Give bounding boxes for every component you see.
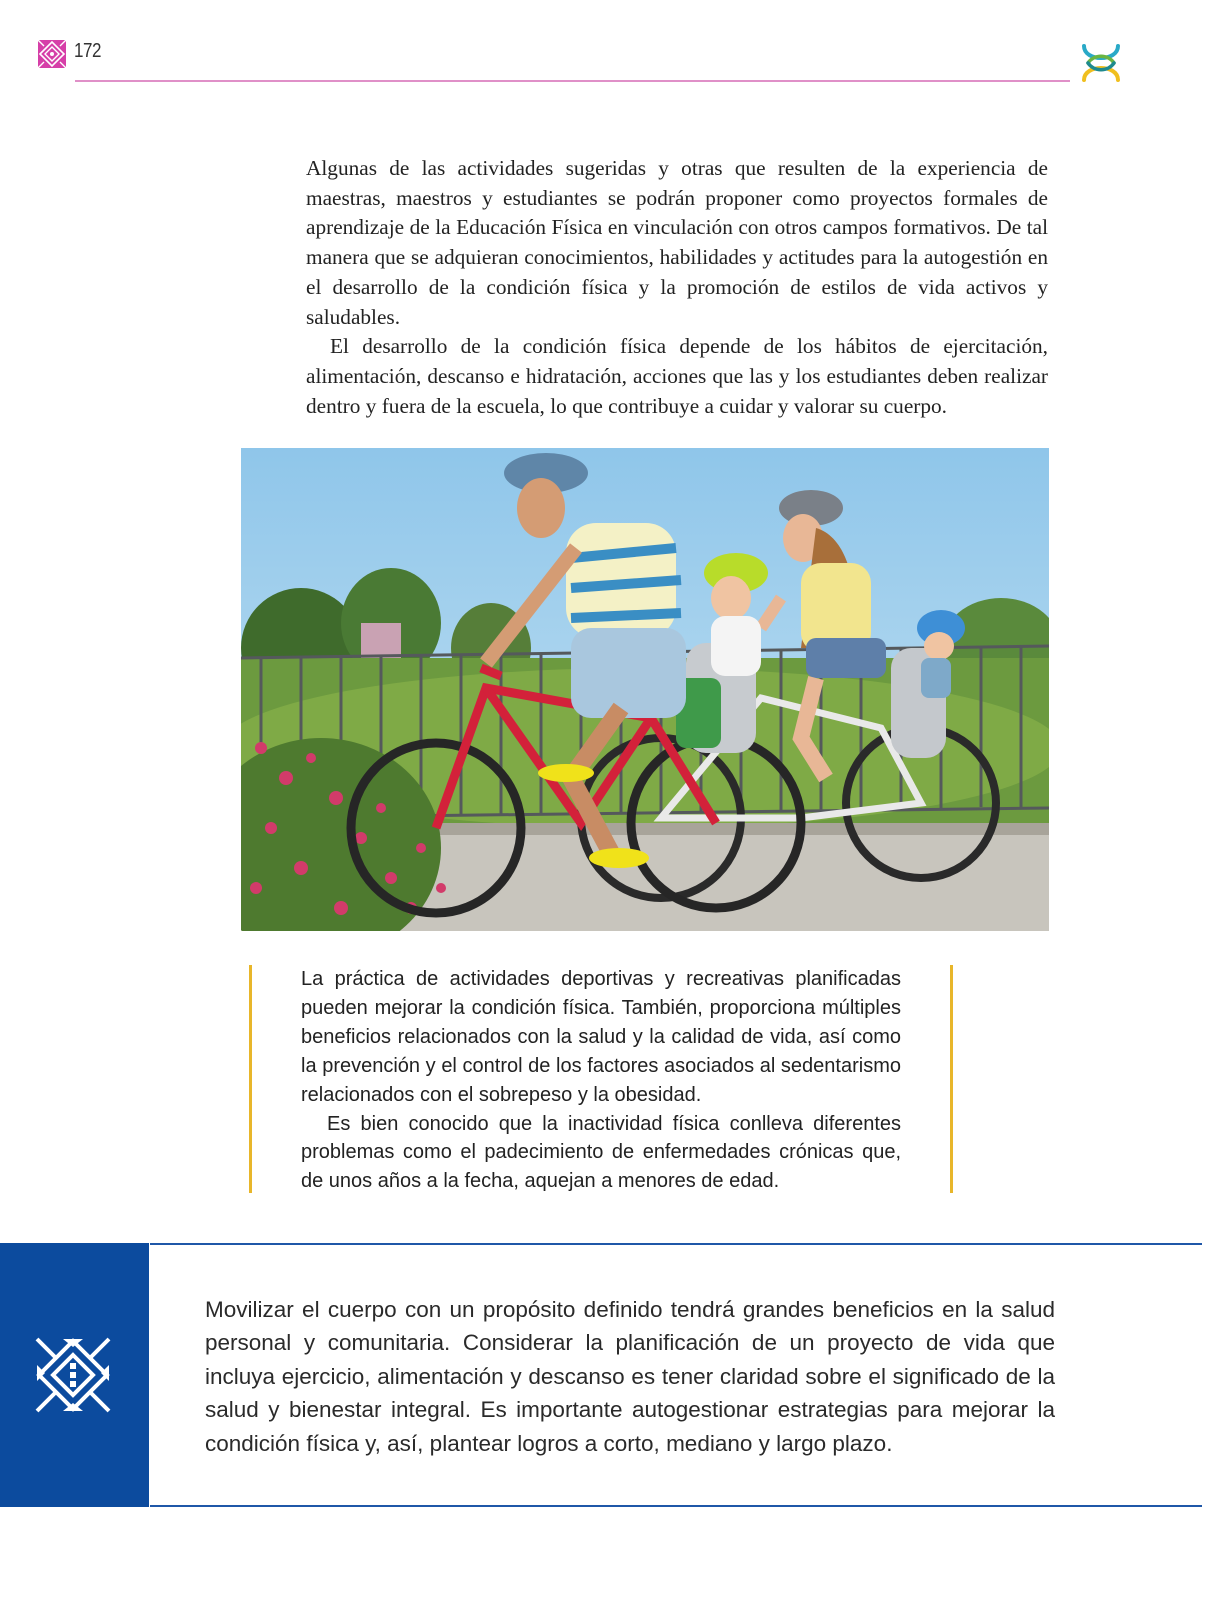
header-rule	[75, 80, 1070, 82]
pink-pattern-icon	[38, 40, 66, 68]
note-box	[0, 1243, 1214, 1508]
callout-box	[249, 965, 953, 1195]
page-number: 172	[74, 40, 102, 62]
note-text: Movilizar el cuerpo con un propósito definido tendrá grandes beneficios en la salud personal y comunitaria. Considerar la planificación de un proyecto de vida que incluya ejercicio, alimentación y descanso es tener claridad sobre el significado de la salud y bienestar integral. Es importante autogestionar estrategias para mejorar la condición física y, así, plantear logros a corto, mediano y largo plazo.	[205, 1297, 1055, 1456]
page-header	[0, 0, 1214, 100]
note-bottom-rule	[150, 1505, 1202, 1507]
intro-text	[306, 154, 1048, 421]
photo-illustration	[241, 448, 1049, 931]
callout-text	[301, 965, 901, 1196]
curved-lines-logo-icon	[1078, 40, 1124, 86]
callout-accent-right	[950, 965, 953, 1193]
intro-paragraph: Algunas de las actividades sugeridas y otras que resulten de la experiencia de maestras, maestros y estudiantes se podrán proponer como proyectos formales de aprendizaje de la Educación Física en vinculación con otros campos formativos. De tal manera que se adquieran conocimientos, habilidades y actitudes para la autogestión en el desarrollo de la condición física y la promoción de estilos de vida activos y saludables.	[306, 156, 1048, 329]
callout-paragraph: La práctica de actividades deportivas y recreativas planificadas pueden mejorar la condición física. También, proporciona múltiples beneficios relacionados con la salud y la calidad de vida, así como la prevención y el control de los factores asociados al sedentarismo relacionados con el sobrepeso y la obesidad.	[301, 968, 901, 1106]
family-cycling-photo	[241, 448, 1049, 931]
note-side-panel	[0, 1243, 149, 1507]
callout-accent-left	[249, 965, 252, 1193]
white-textile-pattern-icon	[33, 1335, 113, 1415]
intro-paragraph: El desarrollo de la condición física depende de los hábitos de ejercitación, alimentación, descanso e hidratación, acciones que las y los estudiantes deben realizar dentro y fuera de la escuela, lo que contribuye a cuidar y valorar su cuerpo.	[306, 334, 1048, 418]
note-top-rule	[150, 1243, 1202, 1245]
callout-paragraph: Es bien conocido que la inactividad física conlleva diferentes problemas como el padecimiento de enfermedades crónicas que, de unos años a la fecha, aquejan a menores de edad.	[301, 1112, 901, 1193]
